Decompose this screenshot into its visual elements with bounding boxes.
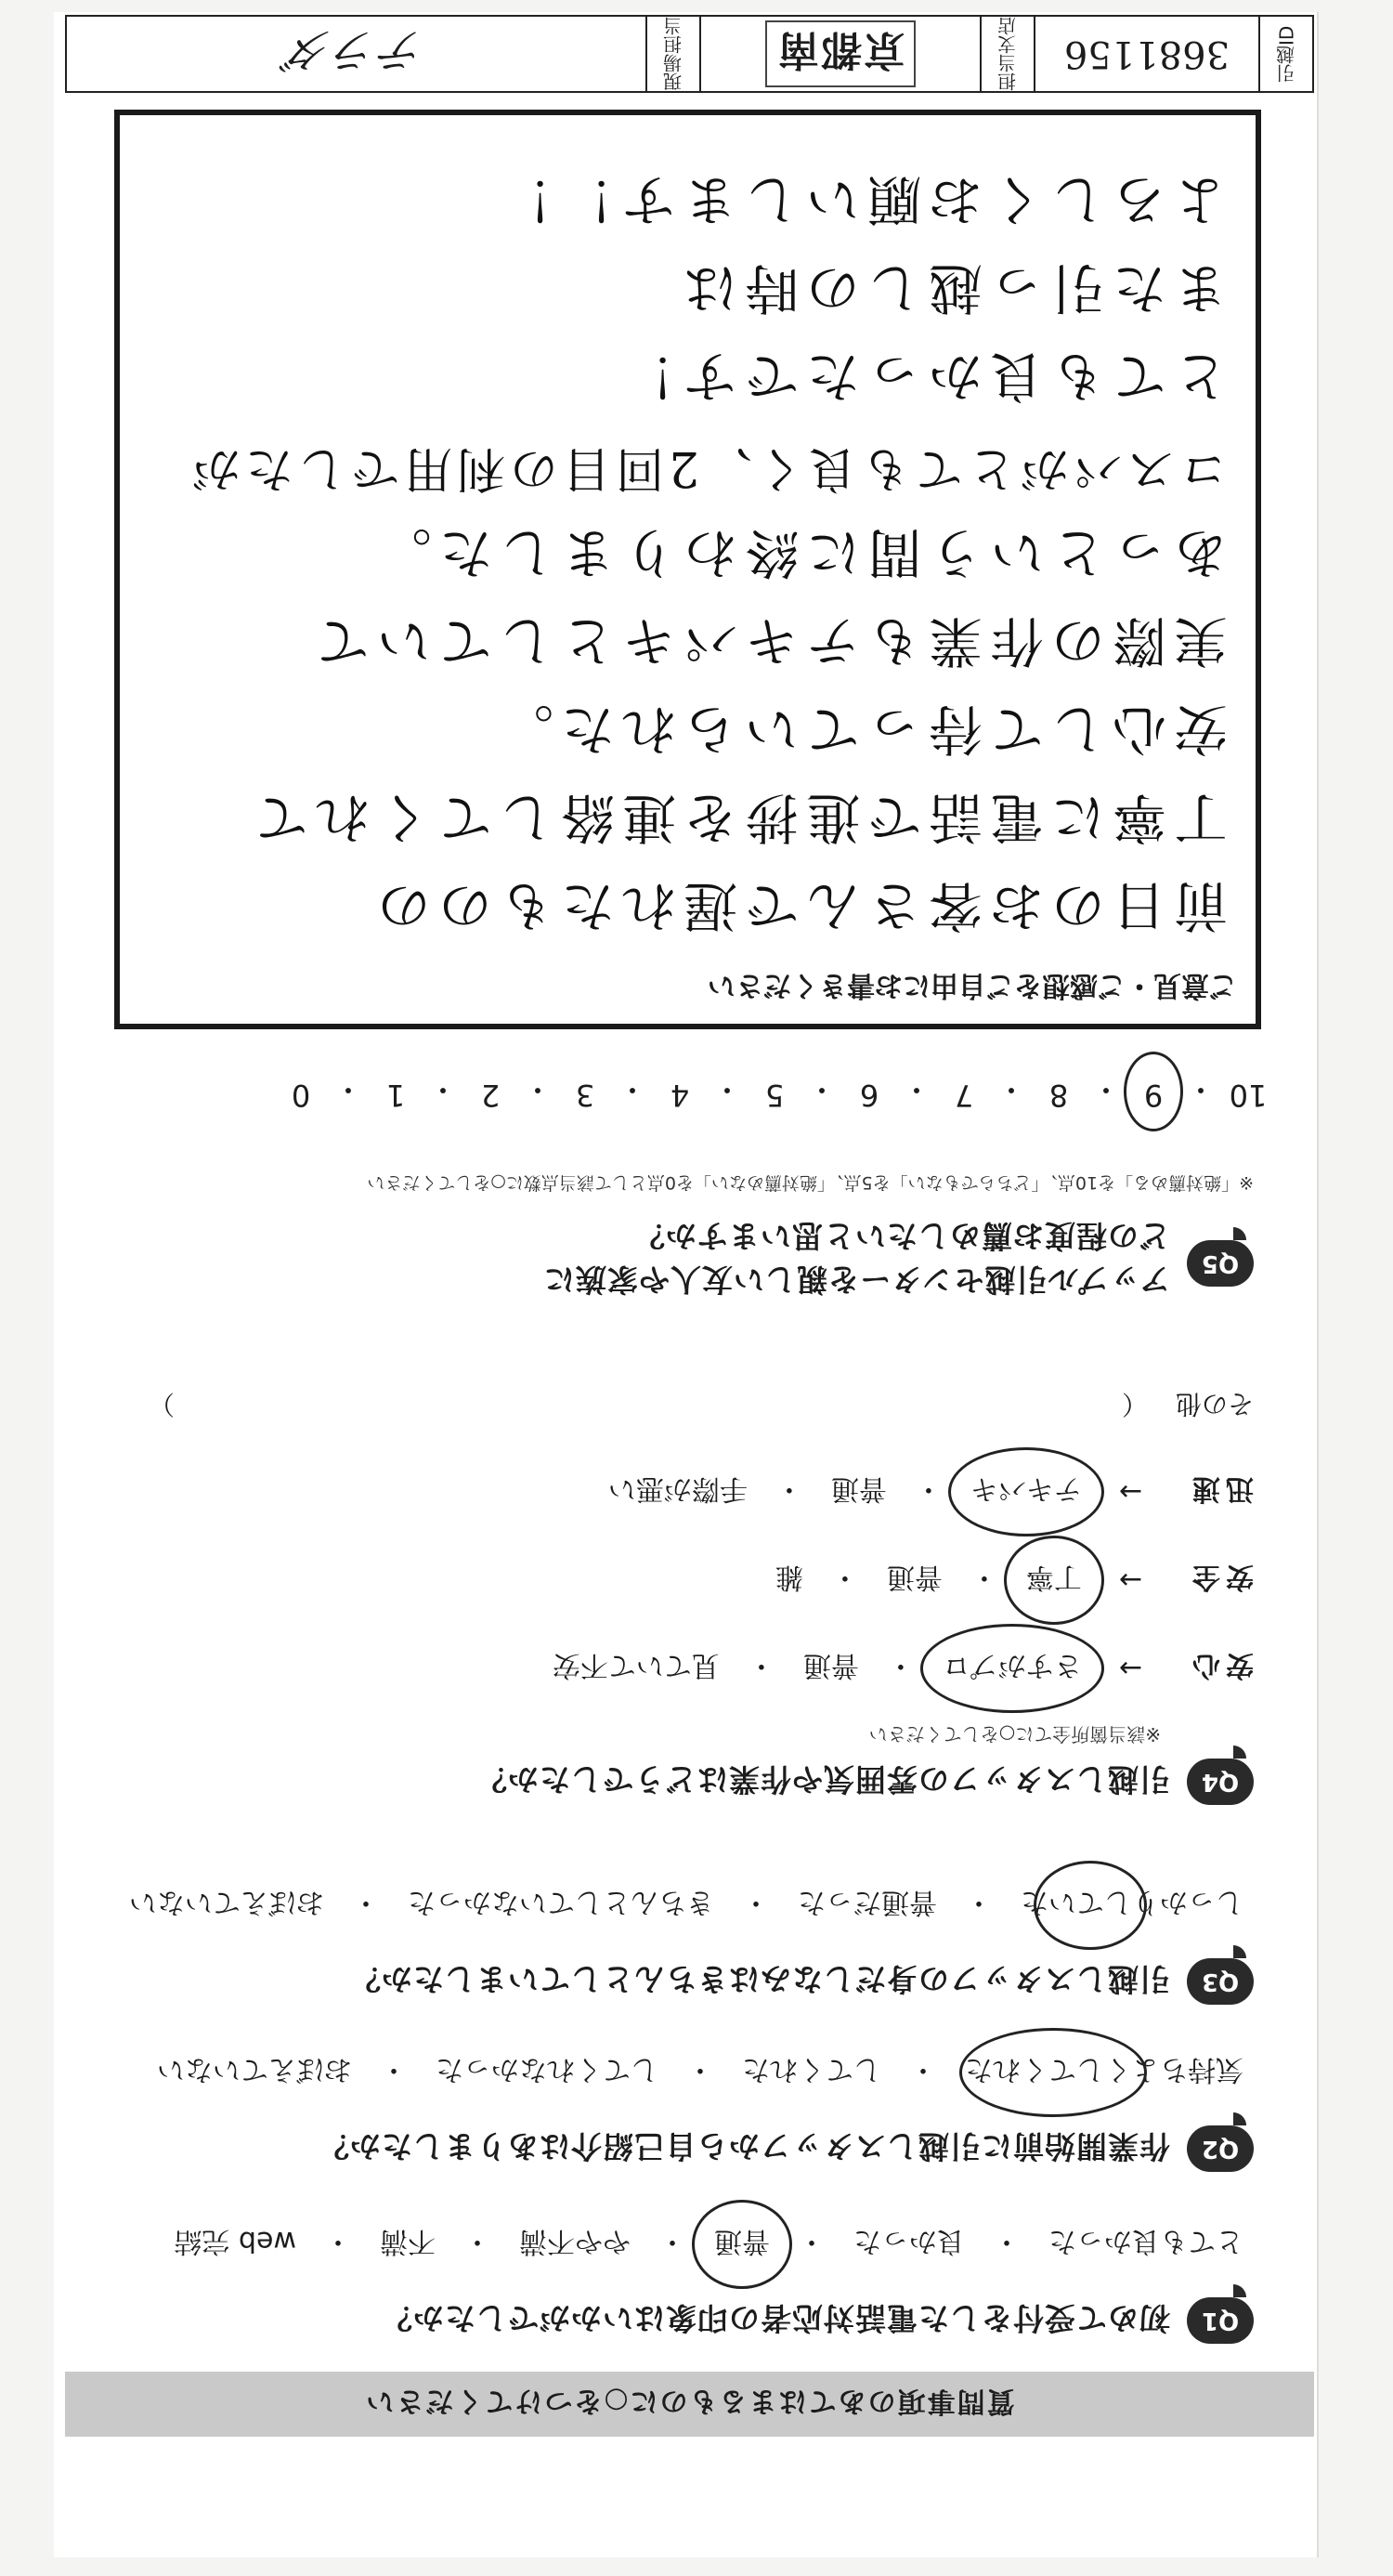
- id-value: 3681156: [1034, 17, 1258, 91]
- feedback-line: コスパがとても良く、2回目の利用でしたが: [187, 440, 1228, 496]
- q1-option-selected[interactable]: 普通: [709, 2224, 775, 2265]
- feedback-line: よろしくお願いします！！: [491, 168, 1228, 231]
- q4-row-label: 安全: [1187, 1561, 1254, 1593]
- q1-question: 初めて受付をした電話対応者の印象はいかがでしたか？: [381, 2300, 1170, 2337]
- q4-question: 引越しスタッフの雰囲気や作業はどうでしたか？: [475, 1761, 1170, 1798]
- scale-number[interactable]: 4: [670, 1078, 690, 1113]
- q1-options: とても良かった ・ 良かった ・ 普通 ・ やや不満 ・ 不満 ・ web 完結: [168, 2224, 1249, 2265]
- q4-other: [149, 1387, 1254, 1424]
- q4-row-anshin: 安心 → さすがプロ ・ 普通 ・ 見ていて不安: [547, 1648, 1254, 1689]
- q4-other-close: ）: [148, 1389, 175, 1419]
- branch-stamp-cell: [699, 17, 980, 91]
- selection-circle: [948, 1447, 1104, 1536]
- feedback-title: ご意見・ご感想をご自由にお書きください: [708, 969, 1237, 1001]
- q5-badge: Q5: [1187, 1240, 1254, 1287]
- leader-label: 現場担当: [645, 17, 699, 91]
- branch-label: 担当支店: [980, 17, 1034, 91]
- q2-option-selected[interactable]: 気持ちよくしてくれた: [959, 2052, 1249, 2093]
- q3-option[interactable]: きちんとしていなかった: [408, 1886, 714, 1918]
- q3-header: [349, 1958, 1254, 2005]
- q4-option[interactable]: 普通: [802, 1649, 859, 1681]
- q4-badge: Q4: [1187, 1759, 1254, 1805]
- q4-option[interactable]: 普通: [830, 1472, 887, 1505]
- q4-option-selected[interactable]: さすがプロ: [937, 1648, 1087, 1689]
- q2-badge: Q2: [1187, 2125, 1254, 2172]
- q1-option[interactable]: web 完結: [174, 2225, 296, 2257]
- scale-number[interactable]: 7: [954, 1078, 974, 1113]
- q4-row-label: 迅速: [1187, 1472, 1254, 1505]
- q4-note: ※該当箇所全てに○をしてください: [868, 1723, 1161, 1746]
- q4-row-label: 安心: [1187, 1649, 1254, 1681]
- scale-number[interactable]: 1: [385, 1078, 406, 1113]
- instruction-banner: 質問事項のあてはまるものに○をつけてください: [65, 2372, 1314, 2437]
- q3-option[interactable]: 普通だった: [798, 1886, 937, 1918]
- q4-option[interactable]: 見ていて不安: [552, 1649, 720, 1681]
- q2-option[interactable]: してくれた: [742, 2053, 881, 2086]
- scale-number[interactable]: 2: [480, 1078, 501, 1113]
- q2-options: 気持ちよくしてくれた ・ してくれた ・ してくれなかった ・ おぼえていない: [151, 2052, 1249, 2093]
- leader-signature: テラダ: [286, 23, 426, 77]
- q2-question: 作業開始前に引越しスタッフから自己紹介はありましたか？: [318, 2128, 1170, 2165]
- feedback-line: あっという間に終わりました。: [370, 521, 1228, 584]
- scale-number[interactable]: 0: [291, 1078, 311, 1113]
- scale-number[interactable]: 8: [1048, 1078, 1069, 1113]
- q1-option[interactable]: やや不満: [519, 2225, 631, 2257]
- branch-stamp: 京都南: [765, 20, 916, 87]
- selection-circle: [1034, 1861, 1147, 1950]
- q4-row-jinsoku: 迅速 → テキパキ ・ 普通 ・ 手際が悪い: [603, 1471, 1254, 1512]
- feedback-line: 実際の作業もテキパキとしていて: [307, 609, 1228, 673]
- q4-option[interactable]: 普通: [886, 1561, 943, 1593]
- footer-table: [65, 15, 1314, 93]
- q4-other-open: （: [1121, 1389, 1148, 1419]
- q4-option-selected[interactable]: テキパキ: [965, 1471, 1087, 1512]
- arrow-right-icon: →: [1118, 1475, 1142, 1509]
- scale-number[interactable]: 10: [1229, 1078, 1268, 1113]
- q4-option[interactable]: 手際が悪い: [607, 1472, 748, 1505]
- q1-option[interactable]: 良かった: [853, 2225, 965, 2257]
- q2-header: [318, 2125, 1254, 2172]
- q3-option-selected[interactable]: しっかりしていた: [1015, 1885, 1249, 1926]
- id-label: 引越ID: [1258, 17, 1312, 91]
- q4-header: [475, 1759, 1254, 1805]
- scale-number[interactable]: 3: [575, 1078, 595, 1113]
- q5-question: アップル引越センターを親しい友人や家族に どの程度お薦めしたいと思いますか？: [542, 1218, 1170, 1298]
- selection-circle: [1004, 1536, 1104, 1625]
- q5-note: ※「絶対薦める」を10点、「どちらでもない」を5点、「絶対薦めない」を0点として該当点数に○をしてください: [367, 1172, 1254, 1193]
- q1-badge: Q1: [1187, 2297, 1254, 2344]
- scale-number-selected[interactable]: 9: [1129, 1070, 1178, 1113]
- q4-option[interactable]: 雑: [775, 1561, 803, 1593]
- feedback-line: とても良かったです！: [614, 345, 1228, 408]
- q2-option[interactable]: おぼえていない: [157, 2053, 352, 2086]
- arrow-right-icon: →: [1118, 1563, 1142, 1597]
- feedback-line: 前日のお客さんで遅れたものの: [369, 874, 1228, 937]
- selection-circle: [1124, 1052, 1183, 1131]
- q4-other-label: その他: [1175, 1389, 1254, 1419]
- arrow-right-icon: →: [1118, 1652, 1142, 1685]
- scale-number[interactable]: 6: [859, 1078, 879, 1113]
- feedback-line: 丁寧に電話で進捗を連絡してくれて: [246, 786, 1228, 849]
- q4-row-anzen: 安全 → 丁寧 ・ 普通 ・ 雑: [770, 1560, 1254, 1601]
- q1-option[interactable]: 不満: [380, 2225, 436, 2257]
- feedback-line: また引っ越しの時は: [675, 256, 1228, 320]
- q5-header: [543, 1216, 1254, 1303]
- feedback-line: 安心して待っていられた。: [491, 698, 1228, 761]
- q3-question: 引越しスタッフの身だしなみはきちんとしていましたか？: [349, 1961, 1170, 1998]
- q3-options: しっかりしていた ・ 普通だった ・ きちんとしていなかった ・ おぼえていない: [124, 1885, 1249, 1926]
- selection-circle: [959, 2028, 1147, 2117]
- q2-option[interactable]: してくれなかった: [436, 2053, 658, 2086]
- selection-circle: [920, 1624, 1104, 1713]
- feedback-box[interactable]: [114, 110, 1261, 1029]
- q5-scale: 10 ・ 9 ・ 8 ・ 7 ・ 6 ・ 5 ・ 4 ・ 3 ・ 2 ・ 1 ・ 0: [277, 1070, 1272, 1113]
- q3-badge: Q3: [1187, 1958, 1254, 2005]
- q1-header: [381, 2297, 1254, 2344]
- q4-option-selected[interactable]: 丁寧: [1021, 1560, 1087, 1601]
- scale-number[interactable]: 5: [764, 1078, 785, 1113]
- q1-option[interactable]: とても良かった: [1048, 2225, 1243, 2257]
- q3-option[interactable]: おぼえていない: [129, 1886, 324, 1918]
- selection-circle: [692, 2200, 792, 2289]
